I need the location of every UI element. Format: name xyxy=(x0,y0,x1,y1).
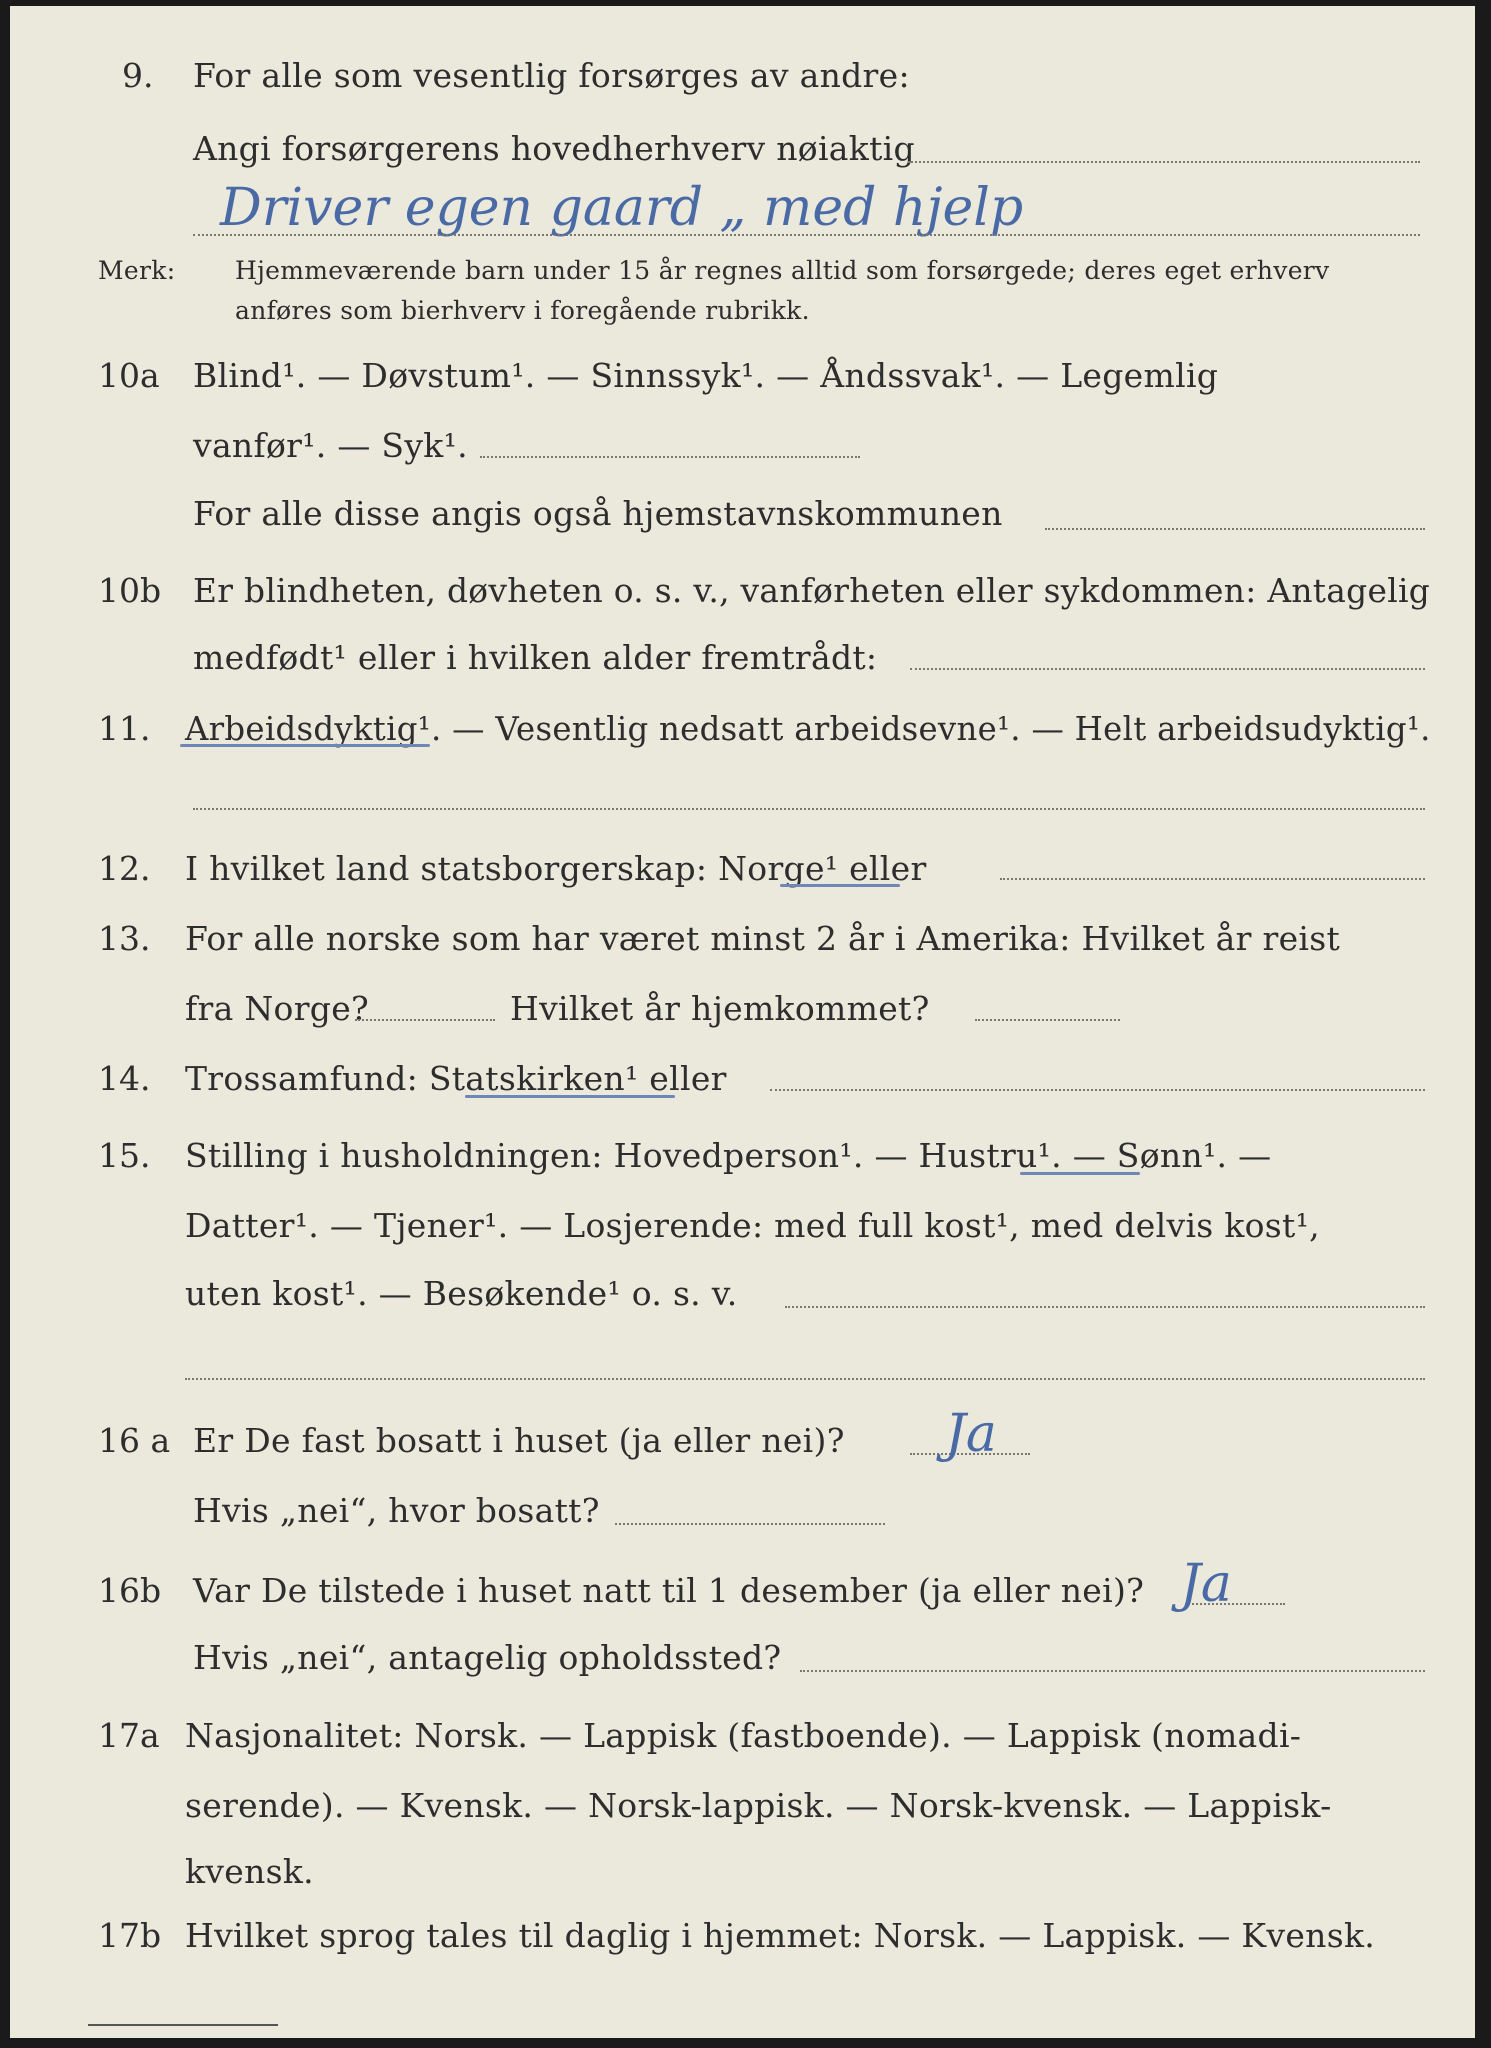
q16a-line1: Er De fast bosatt i huset (ja eller nei)? xyxy=(193,1421,845,1460)
q16b-number: 16b xyxy=(98,1571,162,1610)
q17a-line2: serende). — Kvensk. — Norsk-lappisk. — Norsk-kvensk. — Lappisk- xyxy=(185,1786,1332,1825)
q9-fill-line2 xyxy=(193,234,1420,236)
q14-answer-underline xyxy=(465,1095,675,1098)
merk-label: Merk: xyxy=(98,256,176,285)
q11-fill-line xyxy=(193,808,1425,810)
q15-fill-line1 xyxy=(785,1306,1425,1308)
q15-line2: Datter¹. — Tjener¹. — Losjerende: med full kost¹, med delvis kost¹, xyxy=(185,1206,1320,1245)
q17a-number: 17a xyxy=(98,1716,160,1755)
q11-line1: Arbeidsdyktig¹. — Vesentlig nedsatt arbeidsevne¹. — Helt arbeidsudyktig¹. xyxy=(185,709,1431,748)
q16b-line1: Var De tilstede i huset natt til 1 desember (ja eller nei)? xyxy=(193,1571,1145,1610)
q13-line2b: Hvilket år hjemkommet? xyxy=(510,989,930,1028)
q15-number: 15. xyxy=(98,1136,151,1175)
q15-answer-underline xyxy=(1020,1172,1140,1175)
q17b-line1: Hvilket sprog tales til daglig i hjemmet: Norsk. — Lappisk. — Kvensk. xyxy=(185,1916,1376,1955)
q16a-handwritten-answer: Ja xyxy=(945,1404,997,1464)
q10b-line1: Er blindheten, døvheten o. s. v., vanførheten eller sykdommen: Antagelig xyxy=(193,571,1431,610)
q9-line1: For alle som vesentlig forsørges av andre: xyxy=(193,56,910,95)
q10b-fill-line xyxy=(910,668,1425,670)
q10a-line1: Blind¹. — Døvstum¹. — Sinnssyk¹. — Åndssvak¹. — Legemlig xyxy=(193,356,1219,395)
q13-line2a: fra Norge? xyxy=(185,989,370,1028)
q10a-line2: vanfør¹. — Syk¹. xyxy=(193,426,468,465)
q11-number: 11. xyxy=(98,709,151,748)
q16a-fill-line2 xyxy=(615,1523,885,1525)
q14-fill-line xyxy=(770,1089,1425,1091)
q10b-line2: medfødt¹ eller i hvilken alder fremtrådt: xyxy=(193,638,878,677)
q16b-handwritten-answer: Ja xyxy=(1180,1554,1232,1614)
q9-line2: Angi forsørgerens hovedherhverv nøiaktig xyxy=(193,129,915,168)
q9-number: 9. xyxy=(122,56,154,95)
q15-line1: Stilling i husholdningen: Hovedperson¹. — Hustru¹. — Sønn¹. — xyxy=(185,1136,1272,1175)
q12-answer-underline xyxy=(780,884,900,887)
q15-line3: uten kost¹. — Besøkende¹ o. s. v. xyxy=(185,1274,738,1313)
q10a-fill-line2 xyxy=(1045,528,1425,530)
merk-line1: Hjemmeværende barn under 15 år regnes alltid som forsørgede; deres eget erhverv xyxy=(235,256,1330,285)
q13-fill-year-left xyxy=(355,1019,495,1021)
q16b-line2: Hvis „nei“, antagelig opholdssted? xyxy=(193,1638,782,1677)
q13-number: 13. xyxy=(98,919,151,958)
q15-fill-line2 xyxy=(185,1378,1425,1380)
footnote-rule xyxy=(88,2024,278,2026)
q16a-number: 16 a xyxy=(98,1421,171,1460)
q9-fill-line1 xyxy=(908,161,1420,163)
q13-fill-year-returned xyxy=(975,1019,1120,1021)
q17a-line3: kvensk. xyxy=(185,1852,314,1891)
merk-line2: anføres som bierhverv i foregående rubrikk. xyxy=(235,296,810,325)
q10a-fill-line1 xyxy=(480,456,860,458)
q10a-line3: For alle disse angis også hjemstavnskommunen xyxy=(193,494,1003,533)
q12-fill-line xyxy=(1000,878,1425,880)
q12-number: 12. xyxy=(98,849,151,888)
census-form-page xyxy=(10,6,1475,2038)
q14-number: 14. xyxy=(98,1059,151,1098)
q16b-fill-line2 xyxy=(800,1670,1425,1672)
q9-handwritten-answer: Driver egen gaard „ med hjelp xyxy=(220,178,1024,238)
q17b-number: 17b xyxy=(98,1916,162,1955)
q12-line1: I hvilket land statsborgerskap: Norge¹ eller xyxy=(185,849,927,888)
q17a-line1: Nasjonalitet: Norsk. — Lappisk (fastboende). — Lappisk (nomadi- xyxy=(185,1716,1302,1755)
q10a-number: 10a xyxy=(98,356,160,395)
q11-answer-underline xyxy=(180,744,430,747)
q14-line1: Trossamfund: Statskirken¹ eller xyxy=(185,1059,727,1098)
q10b-number: 10b xyxy=(98,571,162,610)
q13-line1: For alle norske som har været minst 2 år i Amerika: Hvilket år reist xyxy=(185,919,1341,958)
q16a-line2: Hvis „nei“, hvor bosatt? xyxy=(193,1491,600,1530)
